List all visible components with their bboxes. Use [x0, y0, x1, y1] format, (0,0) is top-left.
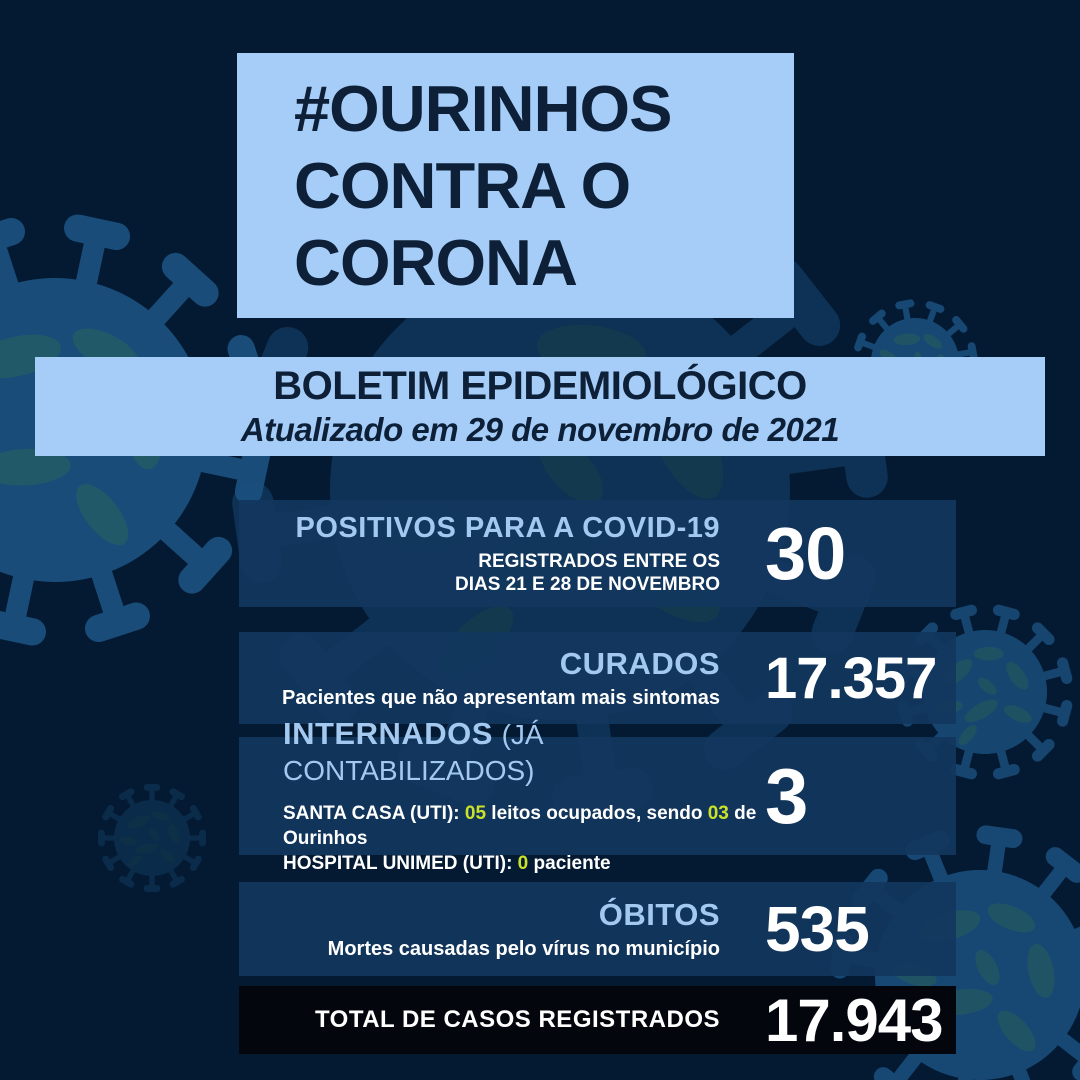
- stat-subtitle-line-2: DIAS 21 E 28 DE NOVEMBRO: [454, 573, 720, 595]
- stat-title-internados: [283, 716, 765, 788]
- headline-line-2: CONTRA O: [294, 149, 631, 222]
- bulletin-update-date: Atualizado em 29 de novembro de 2021: [240, 411, 840, 448]
- detail-text: leitos ocupados, sendo: [486, 803, 708, 824]
- stat-title-positivos: POSITIVOS PARA A COVID-19: [295, 511, 720, 544]
- hospital-beds-line-2: [283, 851, 765, 876]
- stat-text-internados: [239, 716, 765, 876]
- hospital-beds-line-1: [283, 801, 765, 851]
- stat-title-main: INTERNADOS: [283, 716, 493, 751]
- stat-subtitle-obitos: Mortes causadas pelo vírus no município: [327, 938, 720, 960]
- coronavirus-icon: [98, 784, 206, 892]
- headline-line-3: CORONA: [294, 226, 577, 299]
- stat-text-curados: [239, 646, 765, 710]
- header-panel: [237, 53, 794, 318]
- stat-row-obitos: [239, 882, 956, 976]
- stat-text-obitos: [239, 897, 765, 961]
- stat-text-positivos: [239, 512, 765, 596]
- highlighted-count: 0: [517, 853, 529, 874]
- stat-subtitle-curados: Pacientes que não apresentam mais sintomas: [282, 687, 720, 709]
- stat-value-internados: 3: [765, 751, 808, 840]
- stat-row-curados: [239, 632, 956, 724]
- stat-title-curados: CURADOS: [559, 646, 720, 681]
- stat-row-positivos: [239, 500, 956, 607]
- stat-subtitle-line-1: REGISTRADOS ENTRE OS: [478, 550, 720, 572]
- headline-line-1: #OURINHOS: [294, 72, 672, 145]
- detail-text: HOSPITAL UNIMED (UTI):: [283, 853, 518, 874]
- bulletin-banner: [35, 357, 1045, 456]
- stat-row-internados: [239, 716, 956, 874]
- campaign-headline: [294, 70, 794, 301]
- highlighted-count: 05: [464, 803, 487, 824]
- stat-value-obitos: 535: [765, 893, 869, 965]
- stat-value-curados: 17.357: [765, 645, 937, 711]
- total-label: TOTAL DE CASOS REGISTRADOS: [314, 1006, 720, 1033]
- stat-title-obitos: ÓBITOS: [598, 897, 720, 932]
- stat-value-positivos: 30: [765, 512, 846, 595]
- detail-text: paciente: [528, 853, 611, 874]
- total-value: 17.943: [765, 986, 943, 1054]
- detail-text: SANTA CASA (UTI):: [283, 803, 465, 824]
- stat-details-internados: [283, 801, 765, 876]
- bulletin-title: BOLETIM EPIDEMIOLÓGICO: [273, 364, 807, 408]
- highlighted-count: 03: [707, 803, 729, 824]
- total-row: [239, 986, 956, 1054]
- stat-title-note: (JÁ CONTABILIZADOS): [283, 719, 544, 786]
- stat-subtitle-positivos: [239, 550, 720, 596]
- detail-text: de Ourinhos: [283, 803, 757, 849]
